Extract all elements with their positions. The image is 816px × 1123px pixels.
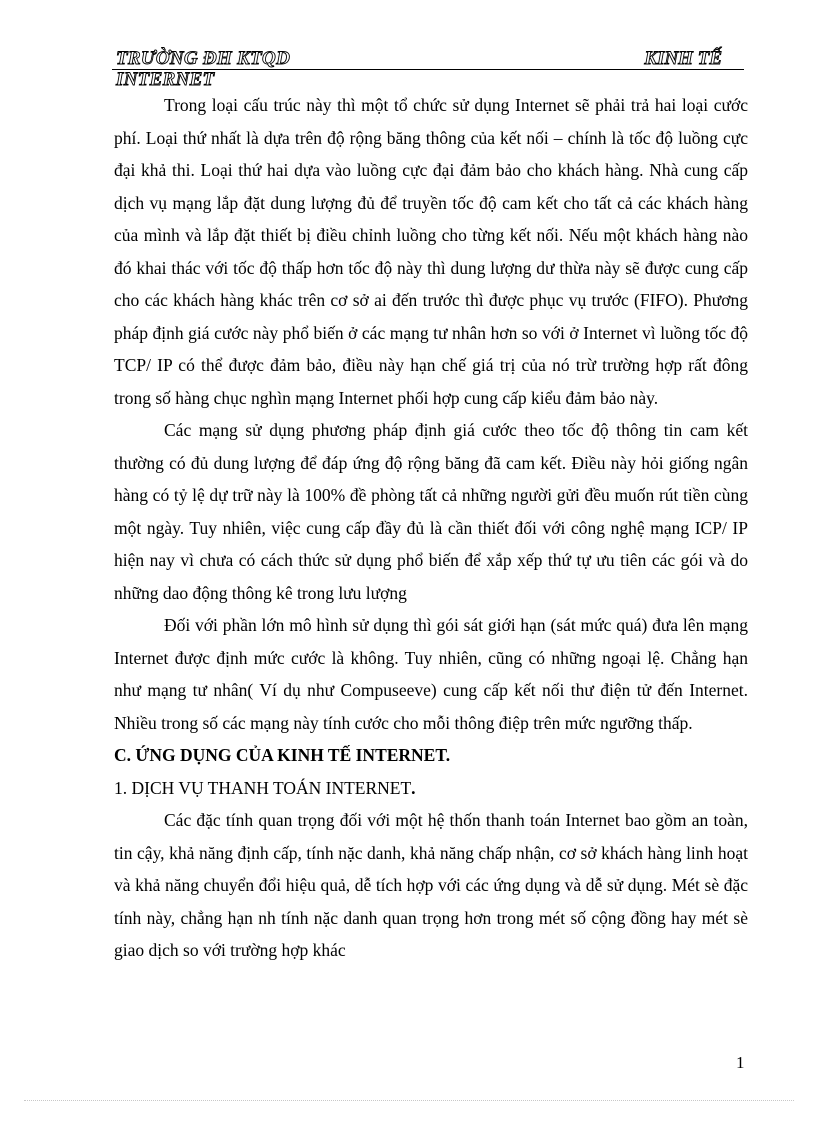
heading-payment-services-dot: . (411, 777, 416, 798)
heading-payment-services-text: 1. DỊCH VỤ THANH TOÁN INTERNET (114, 777, 412, 798)
paragraph-committed-rate: Các mạng sử dụng phương pháp định giá cước theo tốc độ thông tin cam kết thường có đủ dung lượng để đáp ứng độ rộng băng đã cam kết. Điều này hỏi giống ngân hàng có tỷ lệ dự trữ này là 100% đề phòng tất cả những người gửi đều muốn rút tiền cùng một ngày. Tuy nhiên, việc cung cấp đầy đủ là cần thiết đối với công nghệ mạng ICP/ IP hiện nay vì chưa có cách thức sử dụng phổ biến để xắp xếp thứ tự ưu tiên các gói và do những dao động thông kê trong lưu lượng (114, 420, 748, 603)
page-number: 1 (736, 1053, 745, 1072)
paragraph-pricing-structure: Trong loại cấu trúc này thì một tổ chức sử dụng Internet sẽ phải trả hai loại cước phí. Loại thứ nhất là dựa trên độ rộng băng thông của kết nối – chính là tốc độ luồng cực đại khả thi. Loại thứ hai dựa vào luồng cực đại đảm bảo cho khách hàng. Nhà cung cấp dịch vụ mạng lắp đặt dung lượng đủ để truyền tốc độ cam kết cho tất cả các khách hàng của mình và lắp đặt thiết bị điều chỉnh luồng cho từng kết nối. Nếu một khách hàng nào đó khai thác với tốc độ thấp hơn tốc độ này thì dung lượng dư thừa này sẽ được cung cấp cho các khách hàng khác trên cơ sở ai đến trước thì được phục vụ trước (FIFO). Phương pháp định giá cước này phổ biến ở các mạng tư nhân hơn so với ở Internet vì luồng tốc độ TCP/ IP có thể được đảm bảo, điều này hạn chế giá trị của nó trừ trường hợp rất đông trong số hàng chục nghìn mạng Internet phối hợp cung cấp kiểu đảm bảo này. (114, 95, 748, 408)
header-school-name: TRƯỜNG ĐH KTQD (116, 48, 291, 69)
paragraph-packet-pricing: Đối với phần lớn mô hình sử dụng thì gói sát giới hạn (sát mức quá) đưa lên mạng Internet được định mức cước là không. Tuy nhiên, cũng có những ngoại lệ. Chẳng hạn như mạng tư nhân( Ví dụ như Compuseeve) cung cấp kết nối thư điện tử đến Internet. Nhiều trong số các mạng này tính cước cho mỗi thông điệp trên mức ngưỡng thấp. (114, 615, 748, 733)
paragraph-payment-features: Các đặc tính quan trọng đối với một hệ thốn thanh toán Internet bao gồm an toàn, tin cậy, khả năng định cấp, tính nặc danh, khả năng chấp nhận, cơ sở khách hàng linh hoạt và khả năng chuyển đổi hiệu quả, dễ tích hợp với các ứng dụng và dễ sử dụng. Mét sè đặc tính này, chẳng hạn nh tính nặc danh quan trọng hơn trong mét số cộng đồng hay mét sè giao dịch so với trường hợp khác (114, 810, 748, 960)
document-body (114, 89, 748, 967)
heading-section-c: C. ỨNG DỤNG CỦA KINH TẾ INTERNET. (114, 745, 451, 765)
header-subject: KINH TẾ (644, 48, 722, 69)
footer-dotted-rule (24, 1100, 794, 1101)
page-header (112, 48, 744, 90)
header-topic: INTERNET (116, 69, 215, 90)
heading-payment-services (114, 772, 748, 805)
